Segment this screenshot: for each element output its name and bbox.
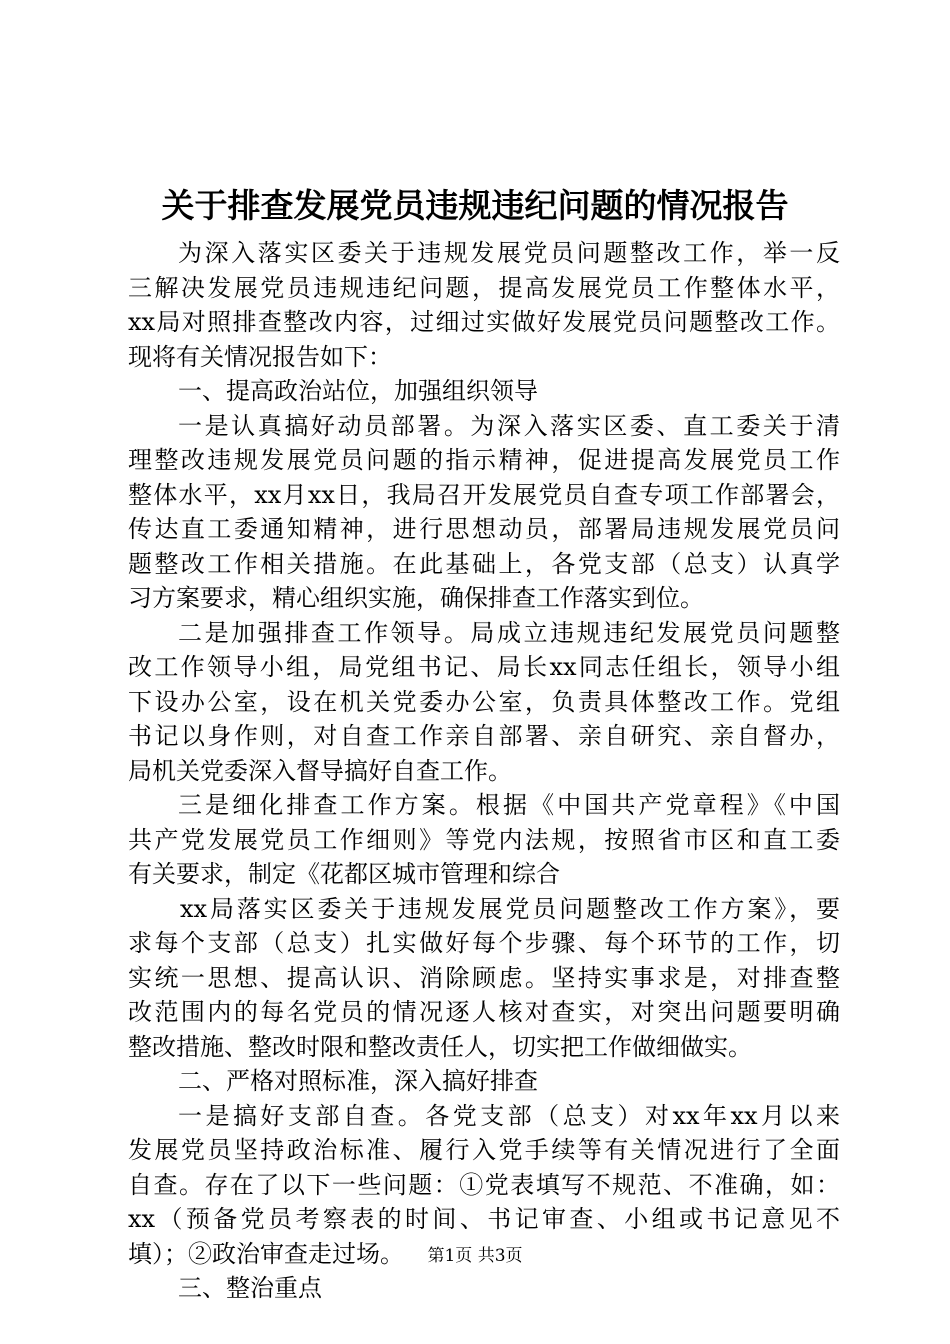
body-line: 整改措施、整改时限和整改责任人，切实把工作做细做实。 (128, 1032, 752, 1061)
body-line: 改范围内的每名党员的情况逐人核对查实，对突出问题要明确 (128, 998, 840, 1026)
body-line: xx局落实区委关于违规发展党员问题整改工作方案》，要 (180, 894, 840, 923)
body-line: 题整改工作相关措施。在此基础上，各党支部（总支）认真学 (128, 549, 840, 578)
body-line: 传达直工委通知精神，进行思想动员，部署局违规发展党员问 (128, 515, 840, 543)
body-line: 实统一思想、提高认识、消除顾虑。坚持实事求是，对排查整 (128, 963, 840, 992)
body-line: xx局对照排查整改内容，过细过实做好发展党员问题整改工作。 (128, 308, 840, 336)
body-line: 局机关党委深入督导搞好自查工作。 (128, 756, 512, 785)
body-line: 发展党员坚持政治标准、履行入党手续等有关情况进行了全面 (128, 1136, 840, 1164)
body-line: 书记以身作则，对自查工作亲自部署、亲自研究、亲自督办， (128, 722, 840, 750)
body-line: 改工作领导小组，局党组书记、局长xx同志任组长，领导小组 (128, 653, 840, 681)
document-body (128, 236, 840, 1306)
body-line: 理整改违规发展党员问题的指示精神，促进提高发展党员工作 (128, 446, 840, 474)
body-line: xx（预备党员考察表的时间、书记审查、小组或书记意见不 (128, 1205, 840, 1233)
body-line: 整体水平，xx月xx日，我局召开发展党员自查专项工作部署会， (128, 480, 840, 509)
section-heading: 三、整治重点 (178, 1274, 322, 1302)
section-heading: 二、严格对照标准，深入搞好排查 (178, 1067, 538, 1095)
body-line: 填）；②政治审查走过场。 (128, 1239, 404, 1268)
document-title: 关于排查发展党员违规违纪问题的情况报告 (161, 186, 789, 225)
body-line: 三是细化排查工作方案。根据《中国共产党章程》《中国 (178, 791, 840, 819)
body-line: 求每个支部（总支）扎实做好每个步骤、每个环节的工作，切 (128, 929, 840, 957)
body-line: 习方案要求，精心组织实施，确保排查工作落实到位。 (128, 584, 704, 612)
body-line: 三解决发展党员违规违纪问题，提高发展党员工作整体水平， (128, 273, 840, 302)
body-line: 现将有关情况报告如下： (128, 342, 392, 371)
body-line: 一是搞好支部自查。各党支部（总支）对xx年xx月以来 (178, 1101, 840, 1130)
body-line: 下设办公室，设在机关党委办公室，负责具体整改工作。党组 (128, 687, 840, 716)
section-heading: 一、提高政治站位，加强组织领导 (178, 377, 538, 405)
page-footer: 第1页 共3页 (427, 1246, 523, 1266)
body-line: 二是加强排查工作领导。局成立违规违纪发展党员问题整 (178, 618, 840, 647)
body-line: 自查。存在了以下一些问题：①党表填写不规范、不准确，如： (128, 1170, 840, 1199)
body-line: 共产党发展党员工作细则》等党内法规，按照省市区和直工委 (128, 825, 840, 854)
body-line: 一是认真搞好动员部署。为深入落实区委、直工委关于清 (178, 411, 840, 440)
body-line: 有关要求，制定《花都区城市管理和综合 (128, 860, 560, 888)
body-line: 为深入落实区委关于违规发展党员问题整改工作，举一反 (178, 239, 840, 267)
